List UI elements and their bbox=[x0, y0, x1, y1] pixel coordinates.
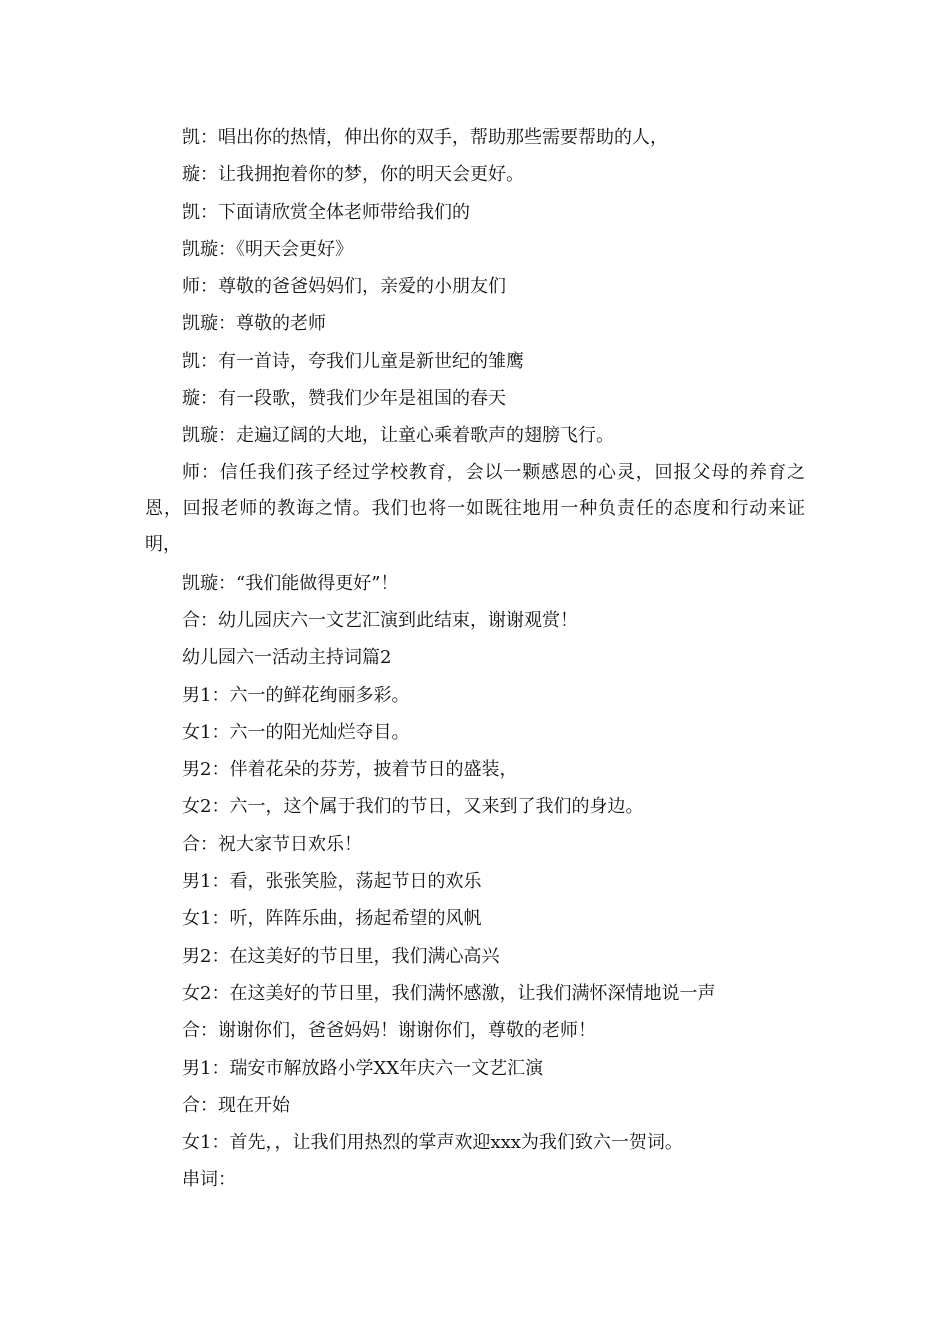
text-line: 凯：下面请欣赏全体老师带给我们的 bbox=[182, 201, 470, 223]
section-heading: 幼儿园六一活动主持词篇2 bbox=[182, 647, 392, 669]
text-line: 男1：瑞安市解放路小学XX年庆六一文艺汇演 bbox=[182, 1057, 544, 1079]
text-line: 璇：让我拥抱着你的梦，你的明天会更好。 bbox=[182, 164, 524, 186]
text-line: 合：幼儿园庆六一文艺汇演到此结束，谢谢观赏！ bbox=[182, 609, 578, 631]
text-line: 师：尊敬的爸爸妈妈们，亲爱的小朋友们 bbox=[182, 276, 506, 298]
text-line: 合：祝大家节日欢乐！ bbox=[182, 833, 362, 855]
text-line: 璇：有一段歌，赞我们少年是祖国的春天 bbox=[182, 388, 506, 410]
text-line: 凯：唱出你的热情，伸出你的双手，帮助那些需要帮助的人， bbox=[182, 127, 668, 148]
text-line: 凯璇：“我们能做得更好”！ bbox=[182, 572, 399, 594]
text-line: 凯璇：尊敬的老师 bbox=[182, 313, 326, 335]
text-line: 凯璇：走遍辽阔的大地，让童心乘着歌声的翅膀飞行。 bbox=[182, 425, 614, 447]
text-line: 凯：有一首诗，夸我们儿童是新世纪的雏鹰 bbox=[182, 350, 524, 372]
text-line: 合：现在开始 bbox=[182, 1094, 290, 1116]
text-line: 男1：六一的鲜花绚丽多彩。 bbox=[182, 684, 410, 706]
text-line: 男2：伴着花朵的芬芳，披着节日的盛装， bbox=[182, 759, 518, 781]
text-paragraph: 师：信任我们孩子经过学校教育，会以一颗感恩的心灵，回报父母的养育之恩，回报老师的教诲之情。我们也将一如既往地用一种负责任的态度和行动来证明， bbox=[145, 461, 805, 555]
text-line: 女1：六一的阳光灿烂夺目。 bbox=[182, 721, 410, 743]
text-line: 男2：在这美好的节日里，我们满心高兴 bbox=[182, 945, 500, 967]
text-line: 男1：看，张张笑脸，荡起节日的欢乐 bbox=[182, 871, 482, 893]
text-line: 合：谢谢你们，爸爸妈妈！谢谢你们，尊敬的老师！ bbox=[182, 1020, 596, 1042]
text-line: 串词： bbox=[182, 1169, 236, 1191]
text-line: 女1：听，阵阵乐曲，扬起希望的风帆 bbox=[182, 908, 482, 930]
text-line: 女2：六一，这个属于我们的节日，又来到了我们的身边。 bbox=[182, 796, 644, 818]
document-body bbox=[145, 119, 805, 1199]
text-line: 女1：首先，，让我们用热烈的掌声欢迎xxx为我们致六一贺词。 bbox=[182, 1132, 683, 1154]
text-line: 女2：在这美好的节日里，我们满怀感激，让我们满怀深情地说一声 bbox=[182, 982, 716, 1004]
text-line: 凯璇：《明天会更好》 bbox=[182, 238, 353, 260]
